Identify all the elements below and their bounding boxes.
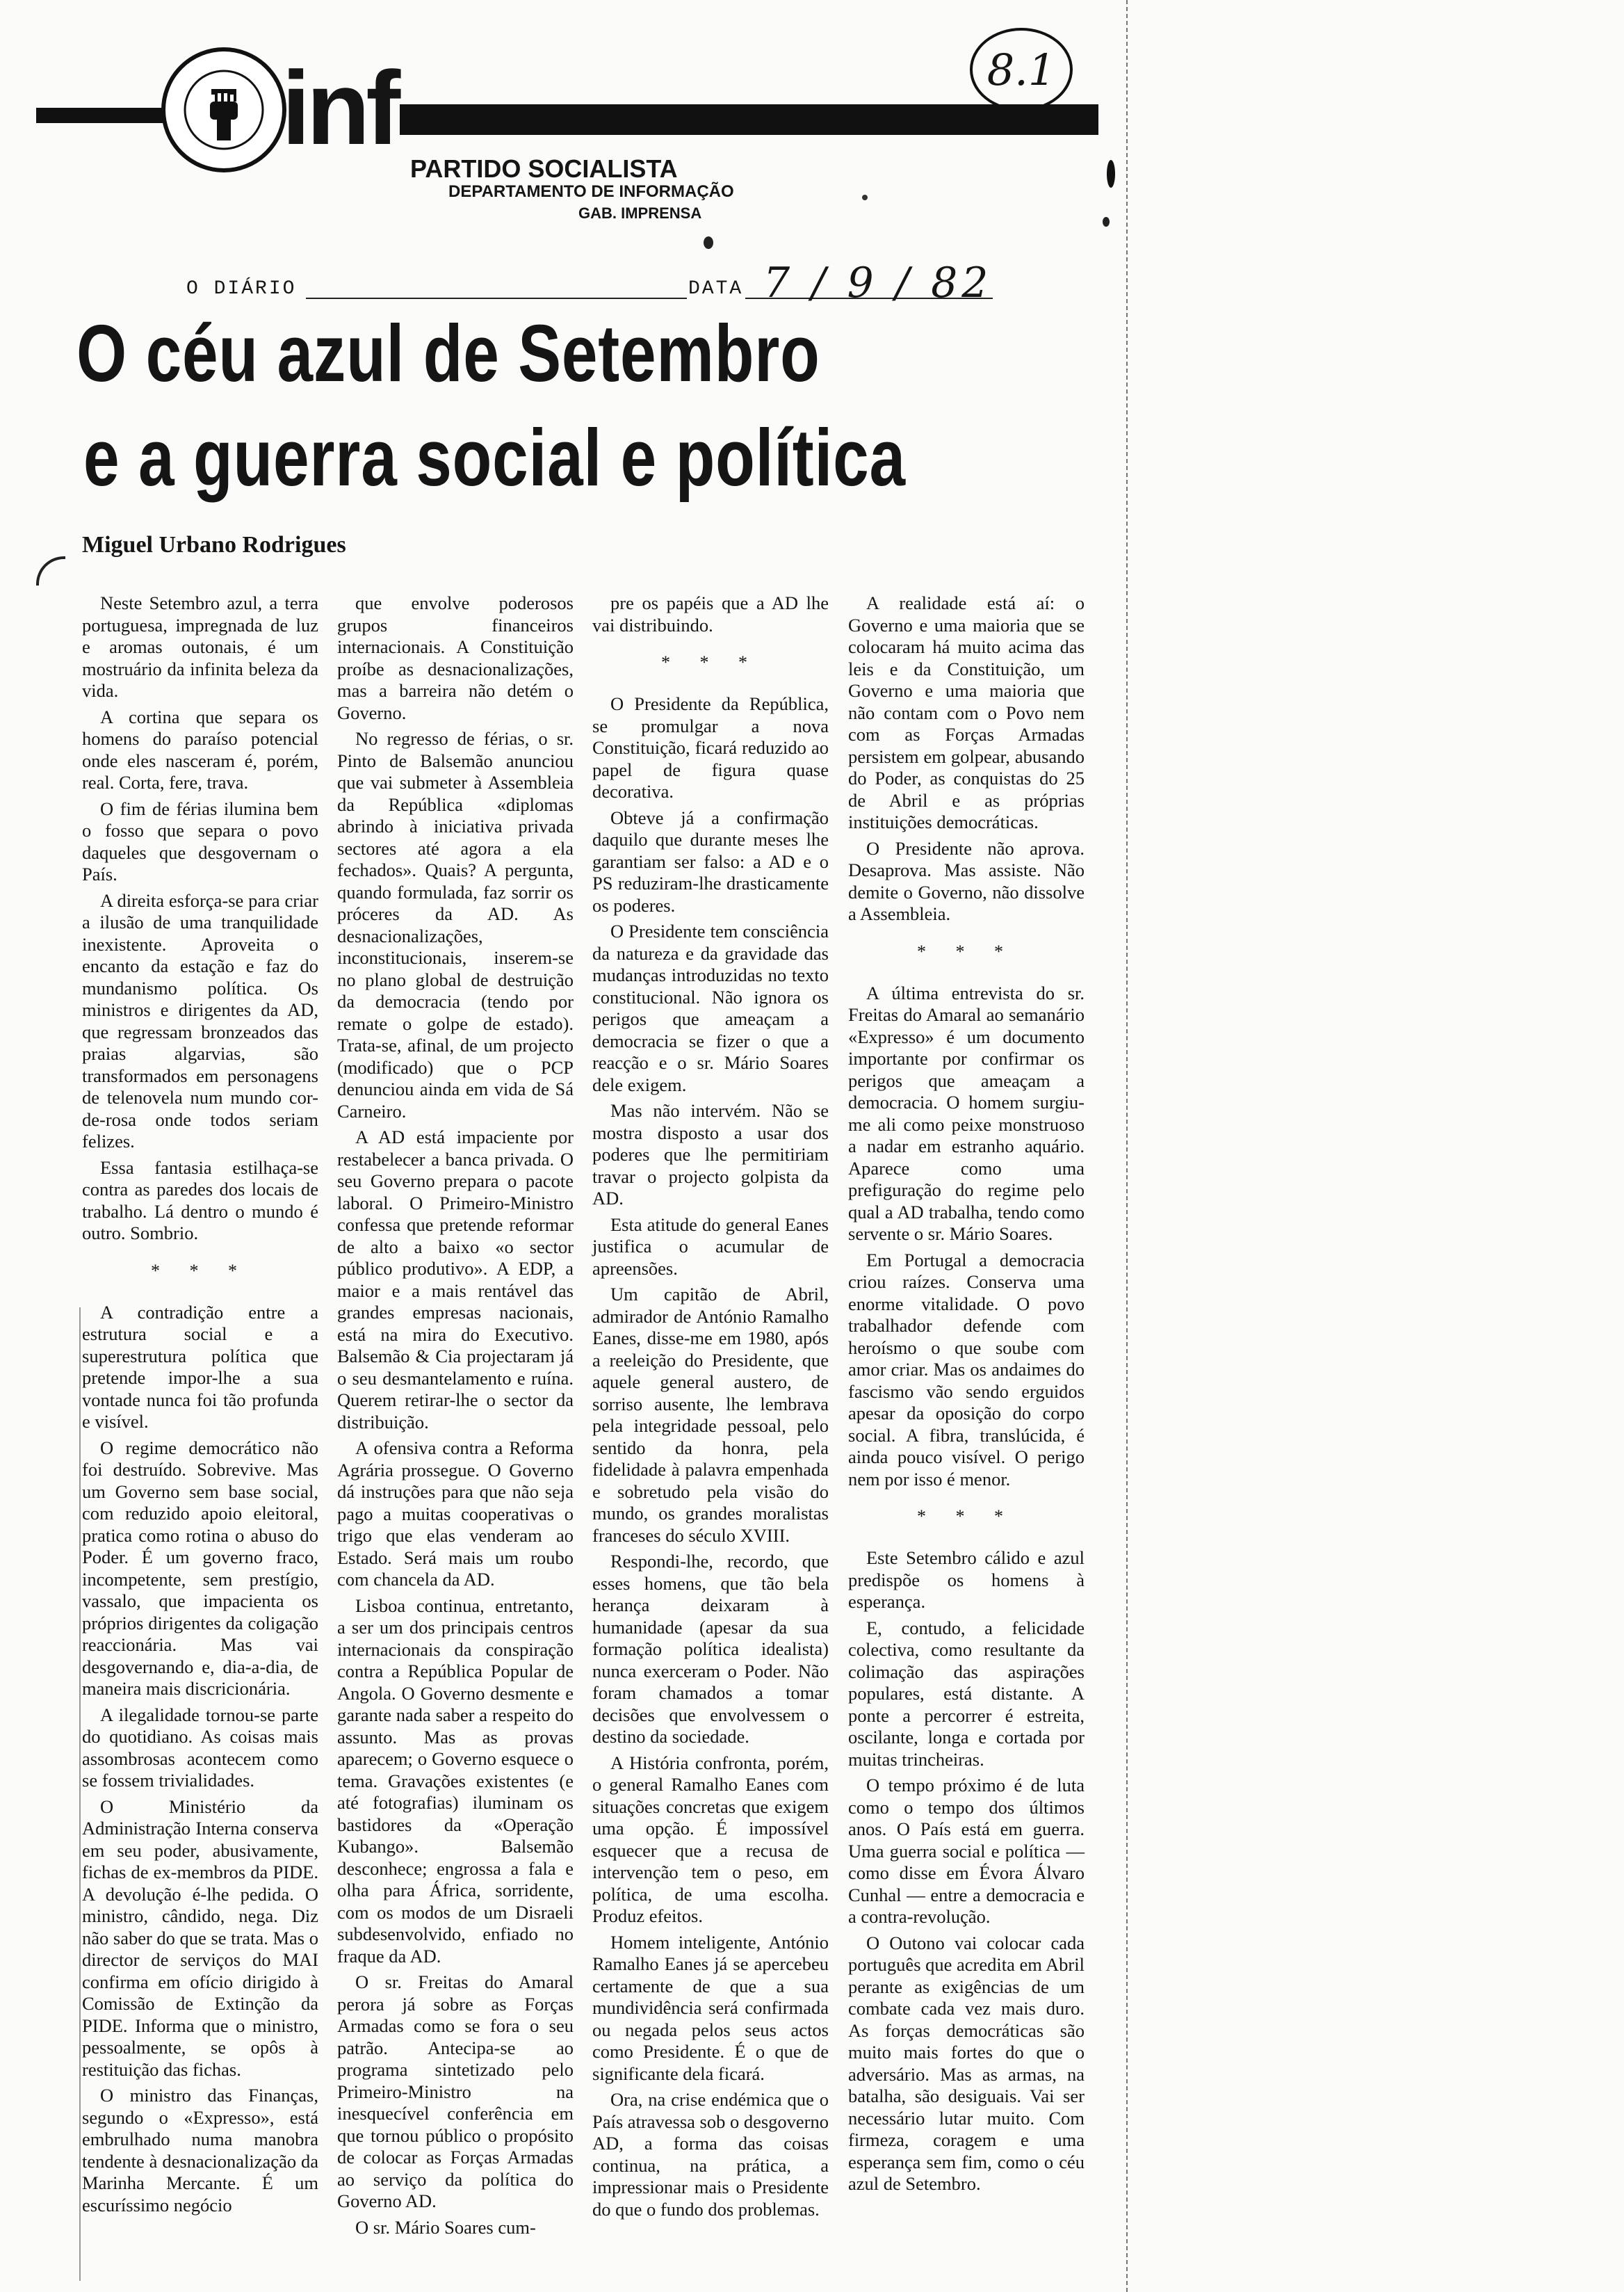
article-paragraph: Obteve já a confirmação daquilo que durante meses lhe garantiam ser falso: a AD e o PS reduziram-lhe drasticamente os poderes. (592, 807, 829, 916)
scan-speck (704, 236, 713, 249)
article-paragraph: O Ministério da Administração Interna conserva em seu poder, abusivamente, fichas de ex-membros da PIDE. A devolução é-lhe pedida. O ministro, cândido, nega. Diz não saber do que se trata. Mas o director de serviços do MAI confirma em ofício dirigido à Comissão de Extinção da PIDE. Informa que o ministro, pessoalmente, se opôs à restituição das fichas. (82, 1795, 318, 2080)
newspaper-name: O DIÁRIO (186, 278, 297, 300)
article-paragraph: O regime democrático não foi destruído. Sobrevive. Mas um Governo sem base social, com reduzido apoio eleitoral, pratica como rotina o abuso do Poder. É um governo fraco, incompetente, sem prestígio, vassalo, que impacienta os próprios dirigentes da coligação reaccionária. Mas vai desgovernando e, dia-a-dia, de maneira mais discricionária. (82, 1437, 318, 1699)
article-paragraph: Respondi-lhe, recordo, que esses homens, que tão bela herança deixaram à humanidade (apesar da sua formação política idealista) nunca exerceram o Poder. Não foram chamados a tomar decisões que envolvessem o destino da sociedade. (592, 1551, 829, 1747)
org-name: PARTIDO SOCIALISTA (410, 154, 678, 183)
article-paragraph: A História confronta, porém, o general Ramalho Eanes com situações concretas que exigem uma opção. É impossível esquecer que a recusa de intervenção tem o peso, em política, de uma escolha. Produz efeitos. (592, 1752, 829, 1926)
article-paragraph: O ministro das Finanças, segundo o «Expresso», está embrulhado numa manobra tendente à desnacionalização da Marinha Mercante. É um escuríssimo negócio (82, 2085, 318, 2216)
margin-mark (36, 556, 65, 586)
headline-line-1: O céu azul de Setembro (76, 308, 820, 398)
article-paragraph: O sr. Mário Soares cum- (355, 2216, 536, 2238)
headline-line-2: e a guerra social e política (83, 412, 906, 503)
scan-speck (1103, 217, 1110, 227)
ps-logo (161, 47, 286, 172)
article-column-4 (848, 592, 1085, 2200)
article-paragraph: Ora, na crise endémica que o País atravessa sob o desgoverno AD, a forma das coisas continua, na prática, a impressionar mais o Presidente do que o fundo dos problemas. (592, 2089, 829, 2220)
scan-speck (862, 195, 868, 200)
left-edge-line (79, 1307, 81, 2281)
article-paragraph: E, contudo, a felicidade colectiva, como resultante da colimação das aspirações populares, está distante. A ponte a percorrer é estreita, oscilante, longa e cortada por muitas trincheiras. (848, 1617, 1085, 1770)
article-paragraph: Essa fantasia estilhaça-se contra as paredes dos locais de trabalho. Lá dentro o mundo é outro. Sombrio. (82, 1156, 318, 1243)
byline: Miguel Urbano Rodrigues (82, 532, 346, 558)
article-paragraph: O Presidente da República, se promulgar a nova Constituição, ficará reduzido ao papel de figura quase decorativa. (592, 693, 829, 802)
brand-inf: inf (282, 49, 397, 166)
article-paragraph: Homem inteligente, António Ramalho Eanes já se apercebeu certamente de que a sua mundividência será confirmada ou negada pelos seus actos como Presidente. É o que de significante dela ficará. (592, 1931, 829, 2084)
section-separator: * * * (661, 652, 760, 672)
article-paragraph: Este Setembro cálido e azul predispõe os homens à esperança. (848, 1547, 1085, 1612)
article-paragraph: Neste Setembro azul, a terra portuguesa, impregnada de luz e aromas outonais, é um mostruário da infinita beleza da vida. (82, 592, 318, 701)
article-paragraph: A ofensiva contra a Reforma Agrária prossegue. O Governo dá instruções para que não seja pago a muitas cooperativas o trigo que elas venderam ao Estado. Será mais um roubo com chancela da AD. (337, 1437, 574, 1590)
article-paragraph: Esta atitude do general Eanes justifica o acumular de apreensões. (592, 1213, 829, 1279)
article-paragraph: A direita esforça-se para criar a ilusão de uma tranquilidade inexistente. Aproveita o encanto da estação e faz do mundanismo política. Os ministros e dirigentes da AD, que regressam bronzeados das praias algarvias, são transformados em personagens de telenovela num mundo cor-de-rosa onde todos seriam felizes. (82, 889, 318, 1152)
article-paragraph: O tempo próximo é de luta como o tempo dos últimos anos. O País está em guerra. Uma guerra social e política — como disse em Évora Álvaro Cunhal — entre a democracia e a contra-revolução. (848, 1775, 1085, 1927)
article-paragraph: O sr. Freitas do Amaral perora já sobre as Forças Armadas como se fora o seu patrão. Antecipa-se ao programa sintetizado pelo Primeiro-Ministro na inesquecível conferência em que tornou público o propósito de colocar as Forças Armadas ao serviço da política do Governo AD. (337, 1971, 574, 2211)
date-label: DATA (688, 278, 744, 300)
letterhead-bar-right (400, 104, 1098, 135)
article-paragraph: A realidade está aí: o Governo e uma maioria que se colocaram há muito acima das leis e da Constituição, um Governo e uma maioria que não contam com o Povo nem com as Forças Armadas persistem em golpear, abusando do Poder, as conquistas do 25 de Abril e as próprias instituições democráticas. (848, 592, 1085, 832)
section-separator: * * * (151, 1260, 250, 1281)
article-paragraph: O Presidente tem consciência da natureza e da gravidade das mudanças introduzidas no texto constitucional. Não ignora os perigos que ameaçam a democracia se fizer o que a reacção e o sr. Mário Soares dele exigem. (592, 921, 829, 1095)
article-paragraph: A última entrevista do sr. Freitas do Amaral ao semanário «Expresso» é um documento importante por confirmar os perigos que ameaçam a democracia. O homem surgiu-me ali como peixe monstruoso a nadar em estranho aquário. Aparece como uma prefiguração do regime pelo qual a AD trabalha, tendo como servente o sr. Mário Soares. (848, 982, 1085, 1244)
article-column-1 (82, 592, 318, 2220)
office-name: GAB. IMPRENSA (578, 204, 702, 222)
article-paragraph: pre os papéis que a AD lhe vai distribuindo. (592, 592, 829, 636)
annotation-text: 8.1 (986, 44, 1056, 95)
section-separator: * * * (917, 1506, 1016, 1526)
column-fold-line (1126, 0, 1128, 2292)
article-paragraph: A contradição entre a estrutura social e a superestrutura política que pretende impor-lhe a sua vontade nunca foi tão profunda e visível. (82, 1301, 318, 1432)
article-paragraph: Em Portugal a democracia criou raízes. Conserva uma enorme vitalidade. O povo trabalhador defende com heroísmo o que soube com amor criar. Mas os andaimes do fascismo vão sendo erguidos apesar da oposição do corpo social. A fibra, translúcida, é ainda pouco visível. O perigo nem por isso é menor. (848, 1249, 1085, 1490)
article-paragraph: O fim de férias ilumina bem o fosso que separa o povo daqueles que desgovernam o País. (82, 798, 318, 885)
article-paragraph: A cortina que separa os homens do paraíso potencial onde eles nasceram é, porém, real. Corta, fere, trava. (82, 706, 318, 793)
letterhead-bar-left (36, 108, 165, 123)
source-underline (306, 298, 687, 299)
article-paragraph: que envolve poderosos grupos financeiros internacionais. A Constituição proíbe as desnacionalizações, mas a barreira não detém o Governo. (337, 592, 574, 723)
section-separator: * * * (917, 941, 1016, 962)
article-paragraph: O Presidente não aprova. Desaprova. Mas assiste. Não demite o Governo, não dissolve a Assembleia. (848, 837, 1085, 924)
fist-icon (182, 68, 266, 152)
article-column-3 (592, 592, 829, 2225)
article-paragraph: A AD está impaciente por restabelecer a banca privada. O seu Governo prepara o pacote laboral. O Primeiro-Ministro confessa que pretende reformar de alto a baixo «o sector público produtivo». A EDP, a maior e a mais rentável das grandes empresas nacionais, está na mira do Executivo. Balsemão & Cia projectaram já o seu desmantelamento e ruína. Querem retirar-lhe o sector da distribuição. (337, 1127, 574, 1432)
article-paragraph: Um capitão de Abril, admirador de António Ramalho Eanes, disse-me em 1980, após a reeleição do Presidente, que aquele general austero, de sorriso ausente, lhe lembrava pela integridade pessoal, pelo sentido da honra, pela fidelidade à palavra empenhada e sobretudo pela visão do mundo, os grandes moralistas franceses do século XVIII. (592, 1284, 829, 1546)
article-paragraph: Mas não intervém. Não se mostra disposto a usar dos poderes que lhe permitiriam travar o projecto golpista da AD. (592, 1100, 829, 1209)
scan-speck (1107, 160, 1115, 188)
article-paragraph: O Outono vai colocar cada português que acredita em Abril perante as exigências de um combate cada vez mais duro. As forças democráticas são muito mais fortes do que o adversário. Mas as armas, na batalha, são desiguais. Vai ser necessário lutar muito. Com firmeza, coragem e uma esperança sem fim, como o céu azul de Setembro. (848, 1932, 1085, 2194)
article-paragraph: A ilegalidade tornou-se parte do quotidiano. As coisas mais assombrosas acontecem como se fossem trivialidades. (82, 1704, 318, 1791)
article-paragraph: No regresso de férias, o sr. Pinto de Balsemão anunciou que vai submeter à Assembleia da República «diplomas abrindo à iniciativa privada sectores até agora a ela fechados». Quais? A pergunta, quando formulada, faz sorrir os próceres da AD. As desnacionalizações, inconstitucionais, inserem-se no plano global de destruição da democracia (tendo por remate o golpe de estado). Trata-se, afinal, de um projecto (modificado) que o PCP denunciou ainda em vida de Sá Carneiro. (337, 728, 574, 1122)
handwritten-annotation (970, 28, 1073, 111)
article-column-2 (337, 592, 574, 2243)
department-name: DEPARTAMENTO DE INFORMAÇÃO (448, 182, 734, 201)
date-value: 7 / 9 / 82 (763, 259, 993, 307)
article-paragraph: Lisboa continua, entretanto, a ser um dos principais centros internacionais da conspiração contra a República Popular de Angola. O Governo desmente e garante nada saber a respeito do assunto. Mas as provas aparecem; o Governo esquece o tema. Gravações existentes (e até fotografias) iluminam os bastidores da «Operação Kubango». Balsemão desconhece; engrossa a fala e olha para África, sorridente, com os modos de um Disraeli subdesenvolvido, enfiado no fraque da AD. (337, 1595, 574, 1967)
